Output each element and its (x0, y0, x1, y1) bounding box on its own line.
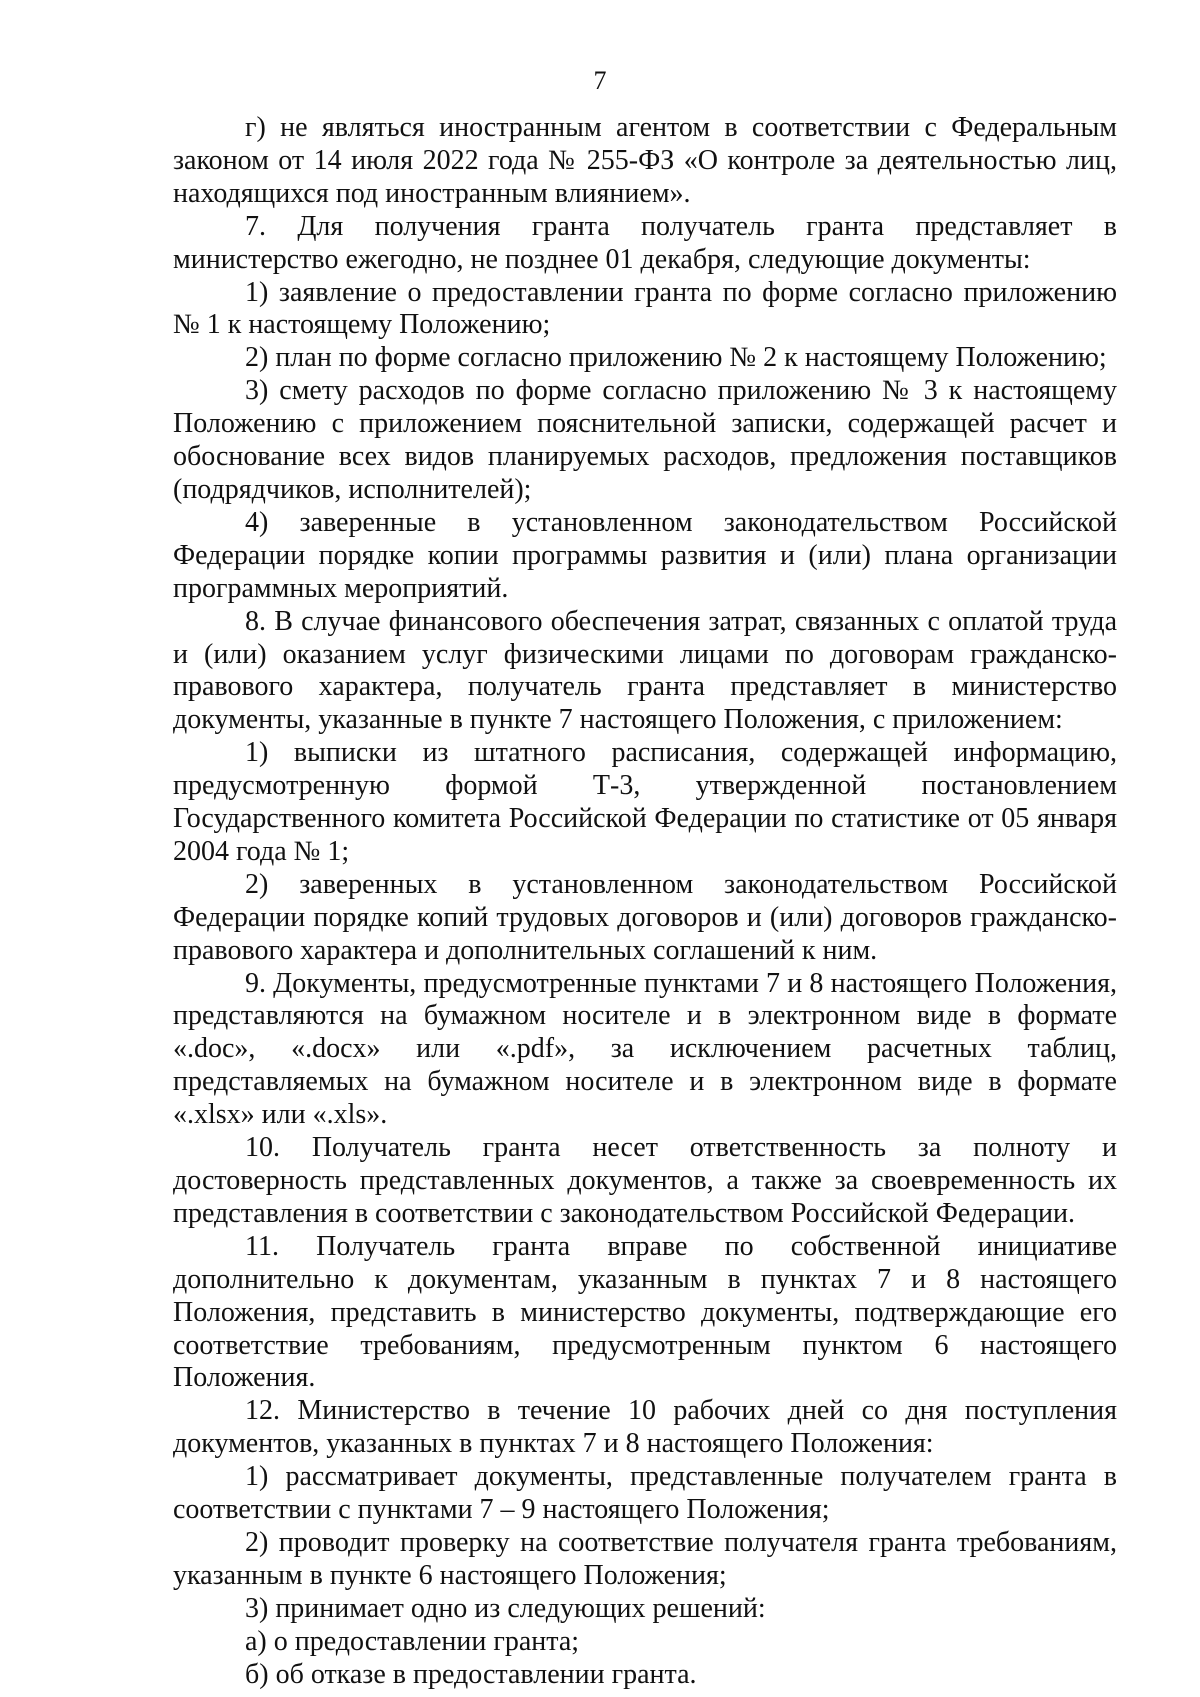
paragraph-7-3: 3) смету расходов по форме согласно приложению № 3 к настоящему Положению с приложением пояснительной записки, содержащей расчет и обоснование всех видов планируемых расходов, предложения поставщиков (подрядчиков, исполнителей); (173, 375, 1117, 505)
paragraph-12: 12. Министерство в течение 10 рабочих дней со дня поступления документов, указанных в пунктах 7 и 8 настоящего Положения: (173, 1395, 1117, 1460)
paragraph-6g: г) не являться иностранным агентом в соответствии с Федеральным законом от 14 июля 2022 года № 255-ФЗ «О контроле за деятельностью лиц, находящихся под иностранным влиянием». (173, 112, 1117, 209)
paragraph-8-2: 2) заверенных в установленном законодательством Российской Федерации порядке копий трудовых договоров и (или) договоров гражданско-правового характера и дополнительных соглашений к ним. (173, 868, 1117, 966)
paragraph-10: 10. Получатель гранта несет ответственность за полноту и достоверность представленных документов, а также за своевременность их представления в соответствии с законодательством Российской Федерации. (173, 1132, 1117, 1229)
document-body (173, 112, 1117, 1692)
page-number: 7 (593, 66, 607, 95)
paragraph-12-2: 2) проводит проверку на соответствие получателя гранта требованиям, указанным в пункте 6 настоящего Положения; (173, 1526, 1117, 1591)
paragraph-12-3-b: б) об отказе в предоставлении гранта. (245, 1658, 697, 1690)
paragraph-12-3-a: а) о предоставлении гранта; (245, 1625, 580, 1657)
paragraph-12-3: 3) принимает одно из следующих решений: (245, 1592, 766, 1624)
paragraph-8: 8. В случае финансового обеспечения затрат, связанных с оплатой труда и (или) оказанием услуг физическими лицами по договорам гражданско-правового характера, получатель гранта представляет в министерство документы, указанные в пункте 7 настоящего Положения, с приложением: (173, 605, 1117, 736)
paragraph-11: 11. Получатель гранта вправе по собственной инициативе дополнительно к документам, указанным в пунктах 7 и 8 настоящего Положения, представить в министерство документы, подтверждающие его соответствие требованиям, предусмотренным пунктом 6 настоящего Положения. (173, 1230, 1117, 1394)
paragraph-7-1: 1) заявление о предоставлении гранта по форме согласно приложению № 1 к настоящему Положению; (173, 276, 1117, 341)
paragraph-8-1: 1) выписки из штатного расписания, содержащей информацию, предусмотренную формой Т-3, утвержденной постановлением Государственного комитета Российской Федерации по статистике от 05 января 2004 года № 1; (173, 737, 1117, 867)
paragraph-12-1: 1) рассматривает документы, представленные получателем гранта в соответствии с пунктами 7 – 9 настоящего Положения; (173, 1461, 1117, 1526)
paragraph-9: 9. Документы, предусмотренные пунктами 7 и 8 настоящего Положения, представляются на бумажном носителе и в электронном виде в формате «.doc», «.docx» или «.pdf», за исключением расчетных таблиц, представляемых на бумажном носителе и в электронном виде в формате «.xlsx» или «.xls». (173, 967, 1117, 1131)
paragraph-7-2: 2) план по форме согласно приложению № 2 к настоящему Положению; (245, 342, 1107, 374)
paragraph-7: 7. Для получения гранта получатель гранта представляет в министерство ежегодно, не позднее 01 декабря, следующие документы: (173, 210, 1117, 275)
paragraph-7-4: 4) заверенные в установленном законодательством Российской Федерации порядке копии программы развития и (или) плана организации программных мероприятий. (173, 506, 1117, 604)
